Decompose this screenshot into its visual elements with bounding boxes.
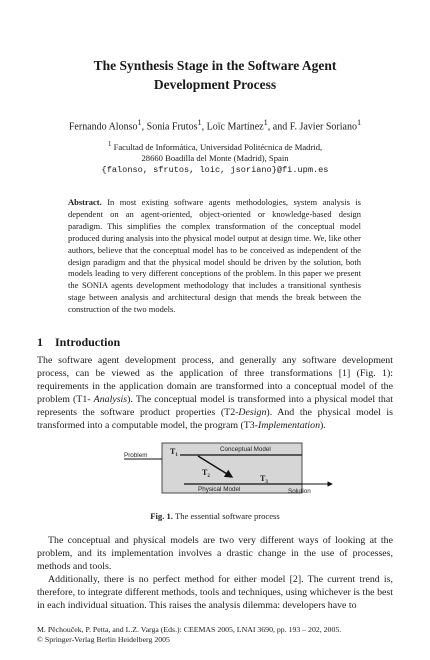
affiliation (40, 139, 390, 176)
solution-label: Solution (288, 488, 311, 495)
author-list: Fernando Alonso$^1$, Sonia Frutos$^1$, Loïc Martínez$^1$, and F. Javier Soriano$^1$ (68, 118, 362, 133)
t2-label: $T_2$ (202, 468, 210, 479)
author-name: Loïc Martínez (206, 121, 264, 133)
paragraph-models: The conceptual and physical models are two very different ways of looking at the problem, and its implementation involves a drastic change in the use of processes, methods and tools. (37, 535, 393, 572)
affiliation-line-1: Facultad de Informática, Universidad Politécnica de Madrid, (113, 141, 323, 152)
paragraph-text: The software agent development process, and generally any software development process, can be viewed as the application of three transformations [1] (Fig. 1): requirements in the application domain are transformed into a conceptual model of the problem (T1- (37, 355, 393, 405)
paragraph-methods: Additionally, there is no perfect method for either model [2]. The current trend is, therefore, to integrate different methods, tools and techniques, using whichever is the best in each individual situation. This raises the analysis dilemma: developers have to (37, 574, 393, 611)
author-sup: 1 (137, 118, 142, 127)
author-emails: {falonso, sfrutos, loic, jsoriano}@fi.upm.es (101, 164, 329, 175)
problem-label: Problem (124, 452, 148, 459)
title-line-2: Development Process (153, 77, 277, 92)
footer-copyright: © Springer-Verlag Berlin Heidelberg 2005 (37, 635, 170, 644)
author-name: Sonia Frutos (146, 121, 198, 133)
t1-label: $T_1$ (170, 447, 178, 458)
section-title: Introduction (55, 335, 121, 349)
paragraph-text: ). The conceptual model is transformed into a physical model that represents the software product properties (T2- (37, 393, 393, 418)
author-sup: 1 (356, 118, 362, 127)
physical-model-label: Physical Model (198, 486, 241, 493)
emphasis-design: Design (238, 406, 267, 418)
caption-label: Fig. 1. (150, 511, 173, 521)
paper-title (40, 56, 390, 94)
abstract (68, 197, 361, 316)
software-process-diagram (120, 437, 335, 499)
paragraph-text: ). (320, 419, 326, 431)
author-sup: 1 (263, 118, 268, 127)
author-sup: 1 (197, 118, 202, 127)
affiliation-line-2: 28660 Boadilla del Monte (Madrid), Spain (141, 153, 289, 164)
paragraph-text: ). And the physical model is transformed into a computable model, the program (T3- (37, 406, 393, 431)
title-line-1: The Synthesis Stage in the Software Agent (93, 58, 337, 73)
section-number: 1 (37, 335, 43, 349)
section-heading (37, 335, 120, 350)
figure-caption (37, 511, 393, 521)
author-name: F. Javier Soriano (289, 121, 357, 133)
emphasis-analysis: Analysis (93, 393, 128, 405)
paragraph-intro (37, 355, 393, 432)
footer-citation: M. Pěchouček, P. Petta, and L.Z. Varga (Eds.): CEEMAS 2005, LNAI 3690, pp. 193 – 202, 2005. (37, 625, 342, 634)
abstract-label: Abstract. (68, 197, 102, 207)
abstract-text: In most existing software agents methodologies, system analysis is dependent on an agent-oriented, object-oriented or knowledge-based design paradigm. This simplifies the complex transformation of the conceptual model produced during analysis into the physical model output at design time. We, like other authors, believe that the conceptual model has to be conceived as independent of the design paradigm and that the physical model should be driven by the solution, both models leading to very different conceptions of the problem. In this paper we present the SONIA agents development methodology that includes a transitional synthesis stage between analysis and architectural design that mends the break between the construction of the two models. (68, 197, 361, 315)
author-name: Fernando Alonso (68, 121, 138, 133)
emphasis-implementation: Implementation (258, 419, 321, 431)
caption-text: The essential software process (174, 511, 280, 521)
page-footer (37, 625, 397, 645)
affiliation-sup: 1 (107, 140, 112, 148)
t3-label: $T_3$ (260, 474, 268, 485)
conceptual-model-label: Conceptual Model (220, 446, 271, 453)
